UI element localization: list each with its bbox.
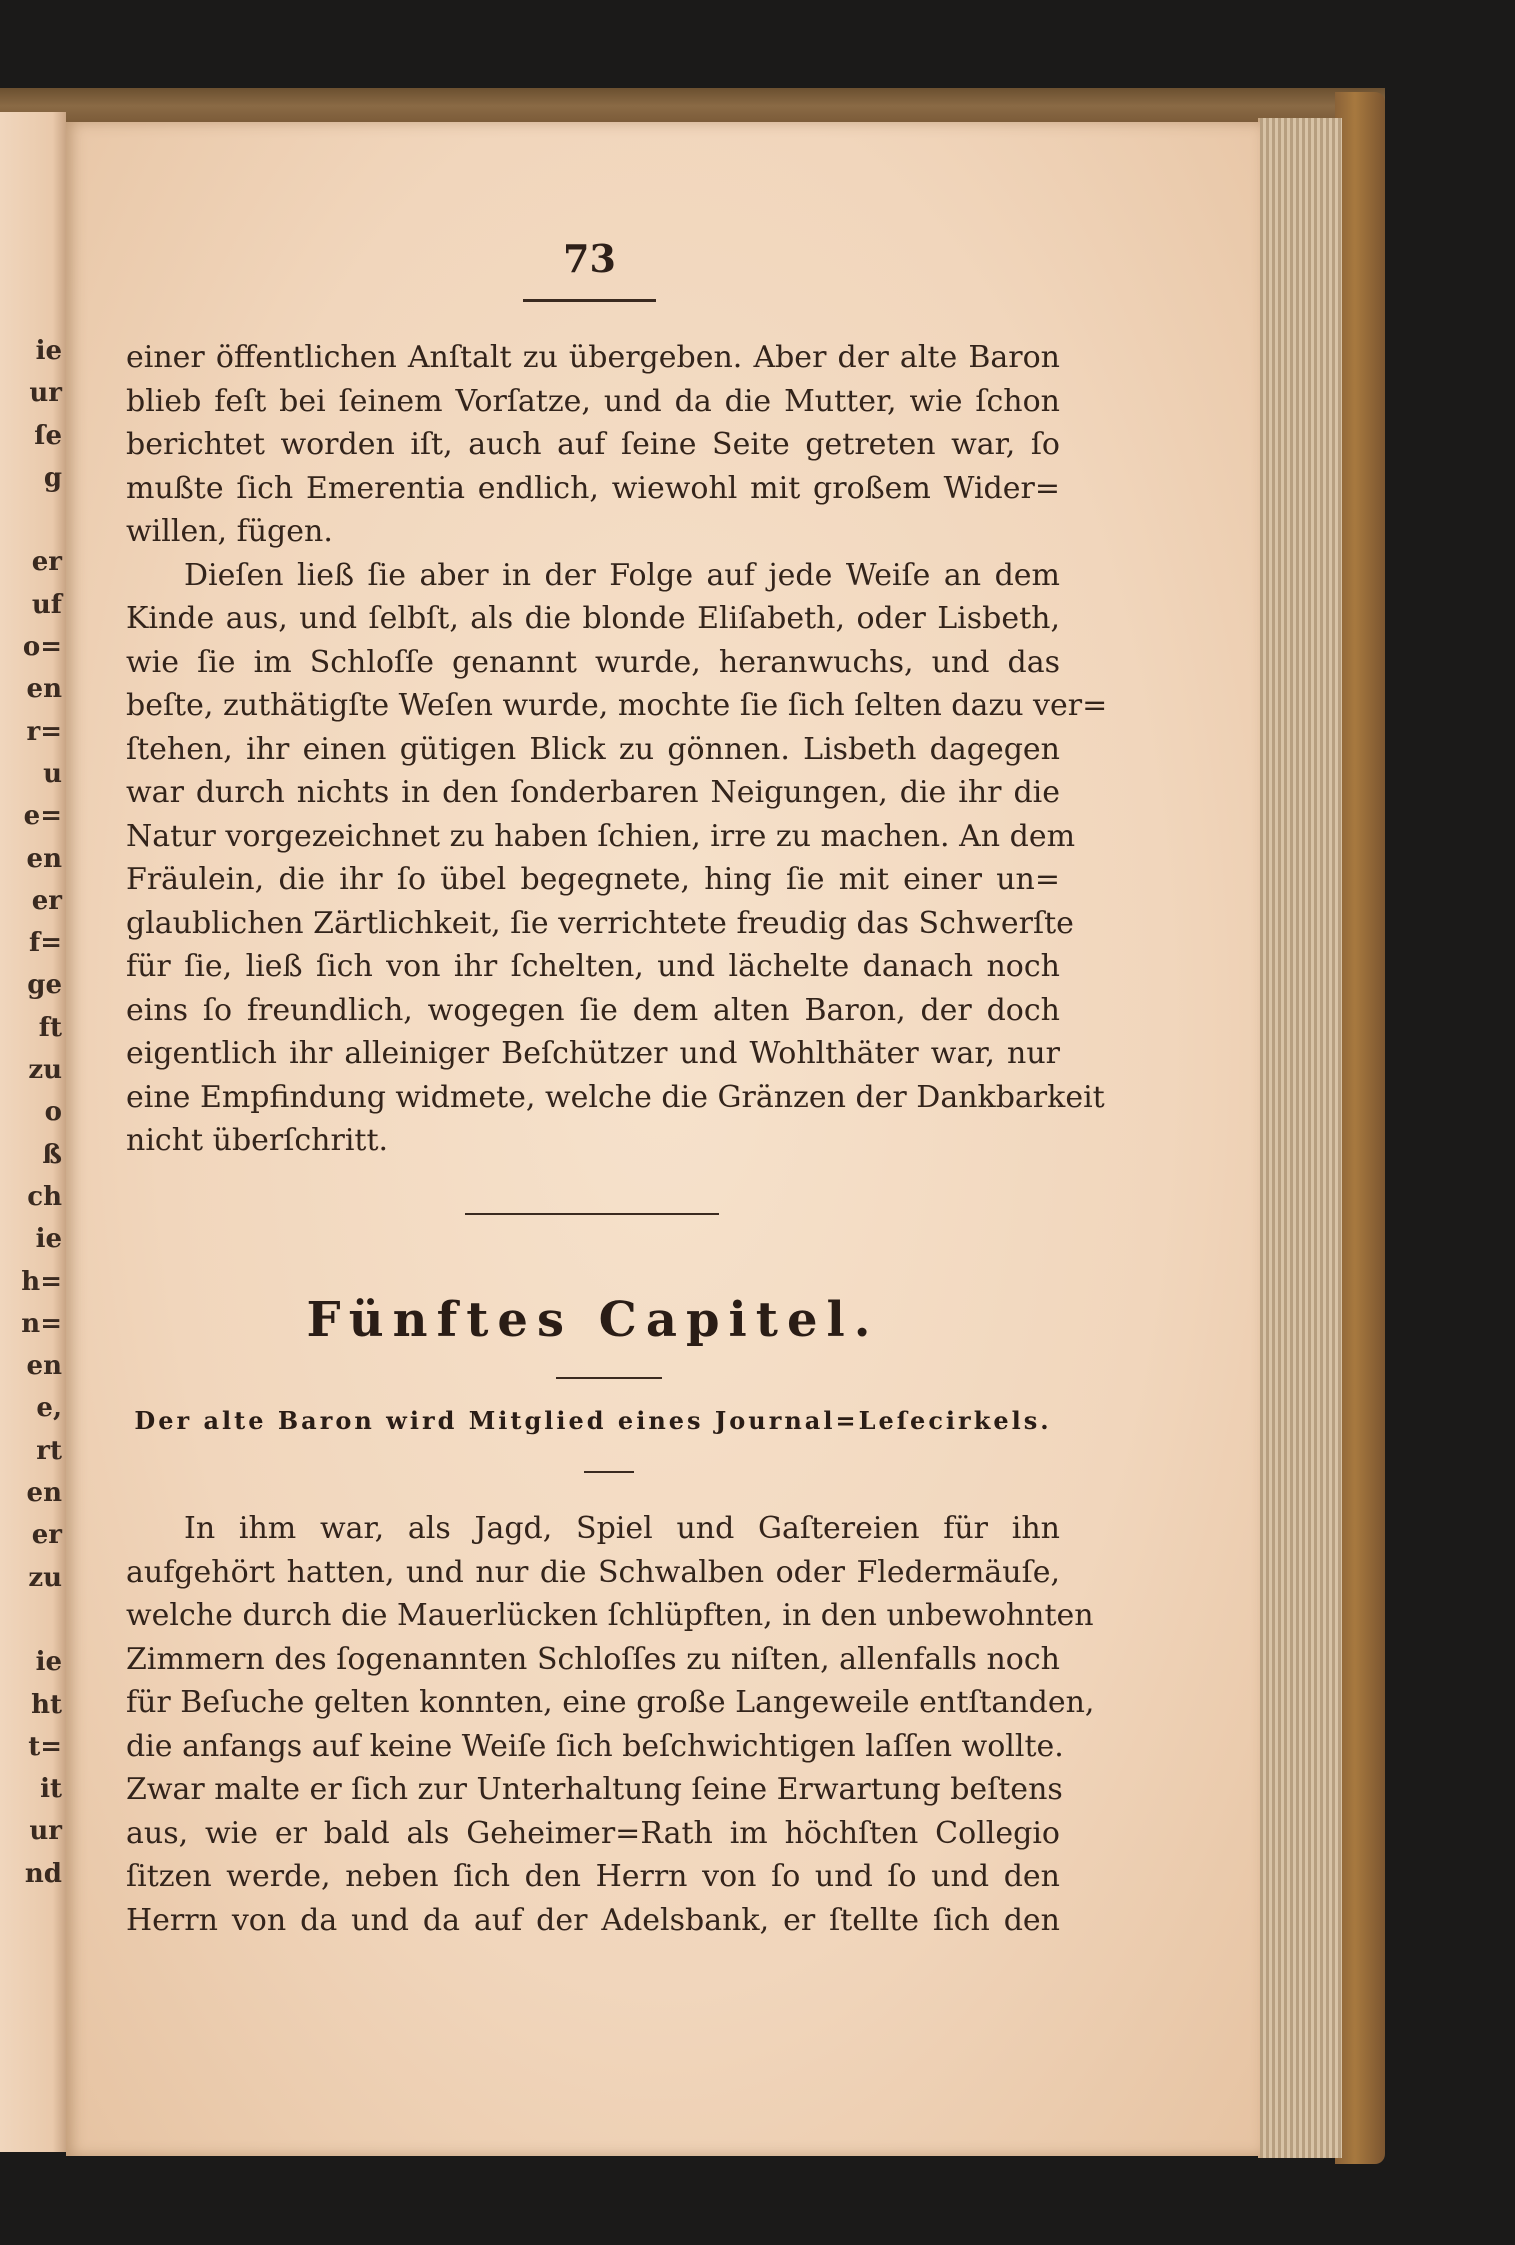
left-page-fragment: f= [29,928,62,959]
left-page-fragment: ur [29,1816,62,1847]
chapter-subtitle: Der alte Baron wird Mitglied eines Journal=Leſecirkels. [134,1406,1052,1435]
left-page-fragment: ie [35,1647,62,1678]
text-line: Zimmern des ſogenannten Schloſſes zu niſten, allenfalls noch [126,1641,1060,1677]
text-line: willen, fügen. [126,514,333,549]
text-line: ſtehen, ihr einen gütigen Blick zu gönnen. Lisbeth dagegen [126,731,1060,767]
left-page-fragment: er [31,1520,62,1551]
text-line: beſte, zuthätigſte Weſen wurde, mochte ſie ſich ſelten dazu ver= [126,688,1108,723]
left-page-fragment: h= [21,1266,62,1297]
text-line: In ihm war, als Jagd, Spiel und Gaſtereien für ihn [184,1511,1060,1546]
left-page-fragment: en [26,674,62,705]
chapter-title-rule [556,1377,662,1379]
left-page-fragment: ur [29,378,62,409]
left-page-fragment: ſe [34,420,62,451]
text-line: welche durch die Mauerlücken ſchlüpften, in den unbewohnten [126,1598,1094,1633]
text-line: Herrn von da und da auf der Adelsbank, er ſtellte ſich den [126,1902,1060,1938]
book-cover-right-edge [1335,92,1385,2164]
left-page-fragment: en [26,1478,62,1509]
left-page-fragment: er [31,547,62,578]
chapter-subtitle-rule [584,1471,634,1473]
left-page-fragment: en [26,1351,62,1382]
text-line: einer öffentlichen Anſtalt zu übergeben. Aber der alte Baron [126,340,1060,375]
left-page-text-fragments [0,330,62,1895]
left-page-fragment: rt [36,1435,62,1466]
section-1-text [126,336,1108,1163]
text-line: eins ſo freundlich, wogegen ſie dem alten Baron, der doch [126,992,1060,1028]
chapter-title: Fünftes Capitel. [306,1292,880,1348]
text-line: glaublichen Zärtlichkeit, ſie verrichtete freudig das Schwerſte [126,905,1074,941]
left-page-fragment: n= [21,1308,62,1339]
text-line: ſitzen werde, neben ſich den Herrn von ſo und ſo und den [126,1859,1060,1894]
text-line: Dieſen ließ ſie aber in der Folge auf jede Weiſe an dem [184,557,1060,593]
left-page-fragment: zu [28,1055,62,1086]
left-page-fragment: g [43,462,62,493]
section-2-text [126,1507,1095,1942]
text-line: berichtet worden iſt, auch auf ſeine Seite getreten war, ſo [126,427,1060,462]
left-page-fragment: ß [42,1139,62,1170]
text-line: nicht überſchritt. [126,1123,389,1158]
left-page-fragment [0,499,62,541]
text-line: Zwar malte er ſich zur Unterhaltung ſeine Erwartung beſtens [126,1772,1063,1807]
page-number: 73 [563,236,616,281]
section-divider [465,1213,719,1215]
text-line: mußte ſich Emerentia endlich, wiewohl mit großem Wider= [126,470,1060,506]
text-line: die anfangs auf keine Weiſe ſich beſchwichtigen laſſen wollte. [126,1728,1064,1764]
left-page-fragment: ge [27,970,62,1001]
text-line: eigentlich ihr alleiniger Beſchützer und Wohlthäter war, nur [126,1036,1060,1071]
left-page-fragment: uf [31,589,62,620]
page-number-rule [523,299,656,302]
text-line: Kinde aus, und ſelbſt, als die blonde Eliſabeth, oder Lisbeth, [126,601,1060,636]
left-page-fragment: o [44,1097,62,1128]
text-line: aus, wie er bald als Geheimer=Rath im höchſten Collegio [126,1815,1060,1851]
text-line: für Beſuche gelten konnten, eine große Langeweile entſtanden, [126,1685,1095,1720]
left-page-fragment [0,1599,62,1641]
text-line: eine Empfindung widmete, welche die Gränzen der Dankbarkeit [126,1079,1105,1115]
text-line: Fräulein, die ihr ſo übel begegnete, hing ſie mit einer un= [126,862,1060,897]
text-line: Natur vorgezeichnet zu haben ſchien, irre zu machen. An dem [126,818,1076,854]
left-page-fragment: ch [27,1181,62,1212]
left-page-fragment: o= [22,632,62,663]
left-page-fragment: r= [26,716,62,747]
left-page-fragment: ft [38,1012,62,1043]
left-page-fragment: ie [35,1224,62,1255]
left-page-fragment: er [31,885,62,916]
left-page-fragment: t= [28,1731,62,1762]
left-page-fragment: it [40,1774,62,1805]
text-line: für ſie, ließ ſich von ihr ſchelten, und lächelte danach noch [126,949,1060,984]
text-line: blieb feſt bei ſeinem Vorſatze, und da die Mutter, wie ſchon [126,383,1060,419]
left-page-fragment: zu [28,1562,62,1593]
text-line: aufgehört hatten, und nur die Schwalben oder Fledermäuſe, [126,1554,1060,1590]
left-page-fragment: nd [24,1858,62,1889]
left-page-fragment: u [43,758,62,789]
left-page-fragment: e, [36,1393,62,1424]
text-line: wie ſie im Schloſſe genannt wurde, heranwuchs, und das [126,644,1060,680]
page-stack-edges [1258,118,1342,2158]
left-page-fragment: ie [35,336,62,366]
left-page-fragment: ht [31,1689,62,1720]
left-page-fragment: e= [23,801,62,832]
book-cover-top-edge [0,88,1385,124]
left-page-fragment: en [26,843,62,874]
text-line: war durch nichts in den ſonderbaren Neigungen, die ihr die [126,775,1060,810]
